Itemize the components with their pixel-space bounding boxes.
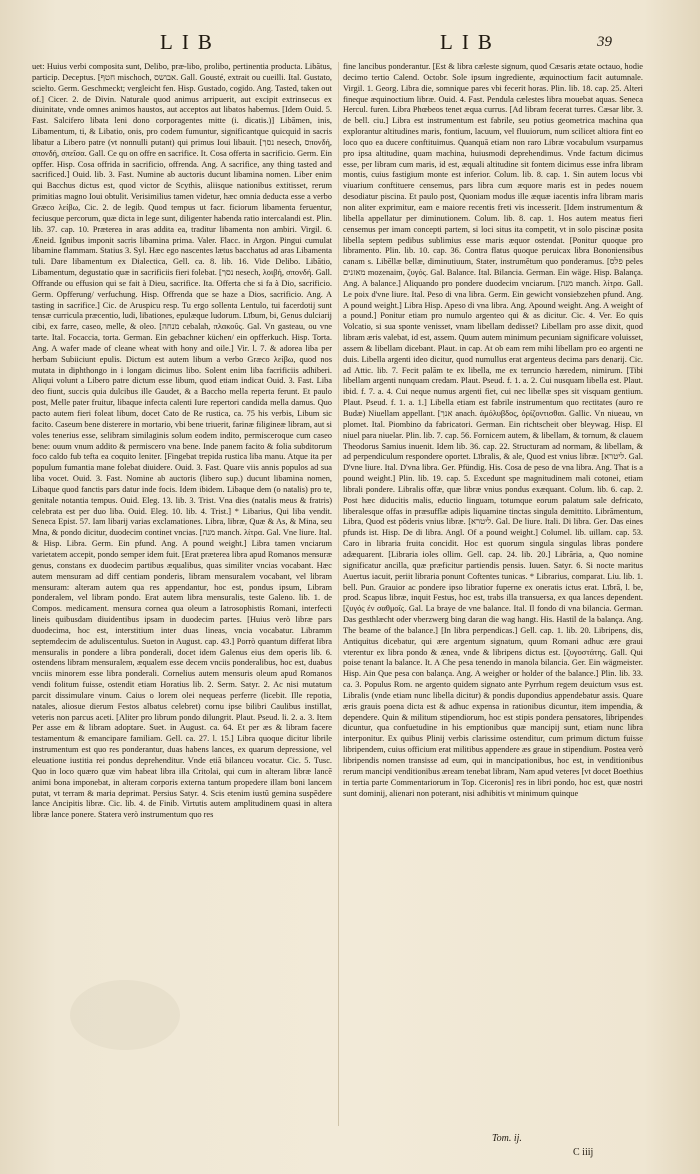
dictionary-column-right bbox=[343, 62, 643, 1126]
signature-mark: C iiij bbox=[573, 1147, 594, 1158]
column-divider bbox=[338, 62, 339, 1126]
column-text-left: uet: Huius verbi composita sunt, Delibo, præ-libo, prolibo, pertinentia producta. Libātus, particip. Deceptus. [חטף mischoch, אבושס. Gall. Gousté, extrait ou cueilli. Ital. Gustato, scielto. Germ. Geschmeckt; vergleicht fen. Hisp. Gustado, cogido. Ang. Tasted, taken out of.] Cicer. 2. de Divin. Naturale quod animus arripuerit, aut excipit extrinsecus ex diuinitate, vnde omnes animos haustos, aut acceptos aut libatos habemus. [Idem Ouid. 5. Fast. Salcifero libata leni dono corporagentes mitte (i. dicatis.)] Libāmen, inis, Libamentum, ti, & Libatio, onis, pro codem fumuntur, significantque quicquid in sacris libatur a Libero patre (vt nonnulli putant) qui primus Ioui libauit. [נסך nesech, סπονδή, σπονδή, σπεῖσα. Gall. Ce qu on offre en sacrifice. It. Cosa offerta in sacrificio. Germ. Ein opffer. Hisp. Cosa offrida in sacrificio, offrenda. Ang. A sacrifice, any thing tasted and sacrificed.] Ouid. lib. 3. Fast. Numine ab auctoris ducunt libamina nomen. Liber enim qui Bacchus dictus est, quod victor de Scythis, aliisque nationibus extitisset, rerum primitias magno Ioui obtulit. Verisimilius tamen videtur, hæc omnia deducta esse a verbo Græco λείβω, Cic. 2. de legib. Quod tempus ut facr. ficiorum libamenta feruentur, feciusque percorum, quæ dicta in lege sunt, diligenter habenda ratio intercalandi est. Plin. lib. 37. cap. 10. Præterea in aras addita ea, traditur libamenta non ambiri. Virgil. 6. Æneid. Ignibus imponit sacris libamina prima. Valer. Flacc. in Argon. Pingui cumulat libamine flammam. Statius 3. Syl. Hæc ego nascentes lætus bacchatus ad aras Libamenta tuli. Dare libamentum ex Dialectica, Gell. ca. 8. lib. 16. Vide Delibo. Libātio, Libamentum, degustatio quæ in sacrificiis fieri folebat. [נסך nesech, λοιβή, σπονδή. Gall. Offrande ou effusion qui se fait à Dieu, sacrifice. Ita. Offerta che si fa à Dio, sacrificio. Germ. Opfferung/ verfuchung. Hisp. Offrenda que se haze a Dios, sacrificio. Ang. A tasting in sacrifice.] Cic. de Aruspicu resp. Tu ergo sollenta Lentulo, tui facerdotij sunt tensæ curricula præcentio, ludi, libationes, epulæque ludorum. Lībum, bi, Genus dulciarij cibi, ex farre, caseo, melle, & oleo. [מנחה cebalah, πλακοῦς. Gal. Vn gasteau, ou vne tarte. Ital. Focaccia, torta. German. Ein gebachner küchen/ ein opfferkuch. Hisp. Torta. Ang. A wafer made of cleane wheat with hony and oile.] Vir. l. 7. & adorea liba per herbam Subiiciunt epulis. Dictum est autem libum a verbo Græco λείβω, quod nos mutata in diphthongo in i longam dicimus libo. Solent enim liba facrificiis adhiberi. Aliqui volunt a Libero patre dictum esse libum, quod etiam indicat Ouid. 3. Fast. Liba deo fiunt, succis quia dulcibus ille Gaudet, & a Baccho mella reperta ferunt. Et paulo post, Melle pater fruitur, libaque infecta calenti Iure repertori candida mella damus. Quo pacto autem fieri foleat libum, docet Cato de Re rustica, ca. 75 his verbis, Libum sic facito. Caseum bene disterere in mortario, vbi bene triuerit, farinæ filigineæ libram, aut si voles tenerius esse, selibram similaginis solum eodem indito, permisceroque cum caseo bene: ouum vnum addito & permiscero vna bene. Inde panem facito & folia subditorum foco caldo fub tefta ea coquito leniter. [Fingebat trepida rustica liba manu. Atque ita per populum fumantia mane folebat diuidere. Ouid. 3. Fast. Quare viis annis populos ad sua liba vocet. Ouid. 3. Fast. Nomine ab auctoris (libero sup.) ducunt libamina nomen, Libaque quod fanctis pars datur inde focis. Idem ibidem. Libaque dem (o natalis) pro te, genitale notantia tempus. Ouid. Eleg. 13. lib. 3. Trist. Vna dies (natalis meus & fratris) celebrata est per duo liba. Ouid. Eleg. 10. lib. 4. Trist.] * Libarius, Qui liba vendit. Seneca Epist. 57. Iam libarij varias exclamationes. Libra, libræ, Quæ & As, & Mina, seu Mna, & pondo dicitur, duodecim continet vncias. [מנה manch. λίτρα. Gal. Vne liure. Ital. & Hisp. Libra. Germ. Ein pfund. Ang. A pound weight.] Libra tamen vnciarum varietatem accepit, pondo semper idem fuit. [Erat præterea libra apud Romanos mensuræ genus, constans ex duodecim partibus æqualibus, quas similiter vncias vocabant. Hæc autem mensuram ad diff centiam ponderis, libram mensuralem vocabant, vel libram mensuram: alteram autem qua res appendantur, hoc est, pondus ipsum, Libram ponderalem, vel libram pondo. Erat autem libra mensuralis, teste Galeno. lib. 1. de Compos. medicament. mensura cornea qua oleum a Iatrosophistis Romani, interfecti lineis quibusdam diuidentibus ipsam in duodecim partes. [Huius verò libræ pars duodecima, hoc est, interstitium inter duas lineas, vncia vocabatur. Libramm septemdecim de aduliscentulus. Sueton in August. cap. 43.] Porrò quantum differat libra mensuralis in pondere a libra ponderali, docet idem Galenus eius dem operis lib. 6. ostendens libram mensuralem, æqualem esse decem vnciis ponderalibus, hoc est, duabus vnciis minorem esse libra ponderali. Cornelius autem mensuris oleum apud Romanos vendi folitum fuisse, ostendit etiam Horatius lib. 2. Serm. Satyr. 2. Ac nisi mutatum parcit dissimulare vinum. Caius o lorem olei nequeas perferre (licebit. Ille repotia, natales, aliosue dierum Festos albatus celebret) cornu ipse bilibri Caulibus instillat, veteris non parcus aceti. [Aliter pro librum pondo dilungrit. Plaut. Pseud. li. 2. a. 3. Item Per asse em & libram adoptare. Suet. in August. ca. 64. Et per æs & libram facere testamentum & emancipare familiam. Gell. ca. 27. l. 15.] Libra quoque dicitur librile instrumentum est quo res ponderantur, duas habens lances, ex quarum depressione, vel eleuatione iustitia rei pondus deprehenditur. Vnde etiā bilanceu vocatur. Cic. 5. Tusc. Quo in loco quæro quæ vim habeat libra illa Critolai, qui cum in alteram libræ lancē animi bona imponebat, in alteram corporis externa tantum propedere illam boni lancem putat, vt terram & maria deprimat. Persius Satyr. 4. Scis etenim iustū gemina suspēdere lance Ancipitis libræ. Cic. lib. 4. de Finib. Virtutis autem amplitudinem quasi in altera libræ lance ponere. Statera verò instrumentum quo res bbox=[32, 62, 332, 820]
running-head-left: LIB bbox=[160, 30, 221, 54]
page-number: 39 bbox=[597, 34, 612, 50]
running-head-right: LIB bbox=[440, 30, 501, 54]
column-text-right: fine lancibus ponderantur. [Est & libra cæleste signum, quod Cæsaris ætate octauo, hodie decimo tertio Calend. Octobr. Sole ipsum ingrediente, æquinoctium facit autumnale. Virgil. 1. Georg. Libra die, somnique pares vbi fecerit horas. Plin. lib. 18. cap. 25. Alteri fineque æquinoctium libræ. Ouid. 4. Fast. Pendula cælestes libra mouebat aquas. Seneca Hercul. furen. Libra Phœbeos tenet æqua currus. [Ad libram fecerat turres. Cæsar libr. 3. de bell. ciu.] Libra est instrumentum est fabrile, seu potius geometrica machina qua explorantur altitudines maris, fontium, lacuum, vel fluuiorum, num scilicet altiora fint eo loco quo ea ducere conftituimus. Quanquā etiam non raro Libræ vocabulum vsurpamus pro ipsa altitudine, quam machina, huiusmodi deprehendimus. Vnde factum dicimus esse, per libram cum maris, id est, æquali altitudine sit fontem dicimus esse infra libram montis, cuius fastigium monte est inferior. Colum. lib. 8. cap. 1. Sin autem locus vbi viuarium conftituere censemus, pars libra cum æquore maris est in pedes nouem desodiatur piscina. Et paulo post, Quoniam modus ille æquæ iacentis infra libram maris non aliter exprimitur, eam e maiore recentis freti vis incesserit. [Idem instrumentum & libella appellatur per diminutionem. Colum. lib. 8. cap. 1. Hos autem meatus fieri censemus per imam concepti partem, si loci situs ita competit, vt in solo piscinæ posita libella septem pedibus sublimius esse maris æquor ostendat. [Ponitur quoque pro libramento. Plin. lib. 10. cap. 36. Contra flatus quoque peruicax libra Bononiensibus canam s. Libēllæ bellæ, diminutiuum, Stater, instrumētum quo ponderamus. [פלס peles מאזנים mozenaim, ζυγός. Gal. Balance. Ital. Bilancia. German. Ein wäge. Hisp. Balança. Ang. A balance.] Aliquando pro pondere duodecim vnciarum. [מנה manch. λίτρα. Gall. Le poix d'vne liure. Ital. Peso di vna libra. Germ. Ein gewicht vonsiebzehen pfund. Ang. A pound weight.] Libra Hisp. Apeso di vna libra. Ang. Apound weight. Ang. A weight of a pound.] Ponitur etiam pro numulo argenteo qui & as dicitur. Cic. 4. Ver. Eo quis Volcatio, si sua sponte venisset, vnam libellam dedisset? Libellam pro asse dixit, quod libram æris valebat, id est, assem. Quum autem minimum pecuniam significare voluisset, assem & libellam dicebant. Plaut. in cap. At ob eam rem mihi libellam pro eo argenti ne duis. Libella argenti ideo dicitur, quod numullus erat argenteus decima pars denarij. Cic. ad Attic. lib. 7. Fecit palām te ex libella, me ex terruncio hæredem, nimirum. [Tibi libellam argenti nunquam credam. Plaut. Pseud. f. 1. a. 2. Cui nusquam libella est. Plaut. ibid. f. 7. a. 4. Cui neque numus argenti fiet, cui nec libellæ spes sit visquam gentium. Plaut. Pseud. f. 1. a. 1.] Libella etiam est fabrile instrumentum quo rectitates (auro re Budæ) Niuellam appellant. [אנך anach. ἀμόλυβδος, ὁρίζοντισθαι. Gallic. Vn niueau, vn plomet. Ital. Piombino da fabricatori. German. Ein richtscheit ober bleywag. Hisp. El niuel para niuelar. Plin. lib. 7. cap. 56. Fornicem autem, & libellam, & tornum, & clauem Theodorus Samius inuenit. Idem lib. 36. cap. 22. Structuram ad normam, & libellam, & ad perpendiculum respondere oportet. Lībralis, & ale, Quod est vnius libræ. [ליטרא. Gal. D'vne liure. Ital. D'vna libra. Ger. Pfündig. His. Cosa de peso de vna libra. Ang. That is a pound weight.] Plin. lib. 19. cap. 5. Excedunt spe magnitudinem mali cotonei, etiam librali pondere. Libralis offæ, quæ libræ vnius pondus exæquant. Colum. lib. 6. cap. 2. Post hæc diducitis malis, eductio linguam, totumque eorum palatum sale defricato, liberalesque offas in præsufflæ adipis liquamine tinctas singula demittito. Librāmentum, Libra, Quod est pōderis vnius libræ. [ליטרא. Gal. De liure. Itali. Di libra. Ger. Das eines pfunds ist. Hisp. De di libra. Angl. Of a pound weight.] Columel. lib. uillam. cap. 53. Caro in libraria fruita concidit. Hoc est quorum singula singulas libras pondere adæquarent. [Libraria ioles ollim. Gell. cap. 24. lib. 20.] Librāria, a, Quo nomine significatur ancilla, quæ præficitur partiendis pensis. Iuuen. Satyr. 6. Si nocte maritus Auertus iacuit, periit libraria ponunt Coftentes tunicas. * Librarius, comparat. Liu. lib. 1. bell. Pun. Grauior ac pondere ipso libratior fuperne ex oneratis ictus erat. Lībrā, l. be, prod. Scapus libræ, inquit Festus, hoc est, trabs illa transuersa, ex qua lances dependent. [ζυγός ἐν σαθμοῖς. Gal. La braye de vne balance. Ital. Il fondo di vna bilancia. German. Das gesthlæcht oder vberzwerg bing daran die wag hangt. His. Hastil de la balança. Ang. The beame of the balance.] [In libra perpendicas.] Gell. cap. 1. lib. 20. Libripens, dis, Antiquitus dicebatur, qui ære argentum signatum, quum Romani adhuc ære graui vterentur ex libra pondo & ænea, vnde & libripens dictus est. [ζυγοστάτης. Gall. Qui poise tenant la balance. It. A Che pesa tenendo in manola bilancia. Ger. Ein wägmeister. Hisp. Ain Que pesa con balança. Ang. A weigher or holder of the balance.] Plin. lib. 33. ca. 3. Populus Rom. ne argento quidem signato ante Pyrrhum regem deuictum vsus est. Libralis (vnde etiam nunc libella dicitur) & pondis dupondius appendebatur assis. Quare æris grauis poena dicta est & adhuc expensa in rationibus dicuntur, item impendia, & dependere. Quin & militum stipendiorum, hoc est stipis pondera pensatores, libripendes dicuntur, qua confuetudine in his emptionibus quæ mancipij sunt, etiam nunc libra interponitur. Ex quibus Plinij verbis clarissime ostenditur, cum primum dictum fuisse libripendem, cuius officium erat militibus appendere æs graue in stipendium. Postea verò libripendis nomen transisse ad eum, qui in mancipationibus, hoc est, in venditionibus rerum mancipi venditionibus æream tenebat libram, Nam apud veteres [vt docet Boethius in tertia parte Commentariorum in Top. Ciceronis] res in libri pondo, hoc est, quæ nostri sunt dominij, alienari non poterant, nisi adhibitis vt minimum quinque bbox=[343, 62, 643, 798]
dictionary-column-left bbox=[32, 62, 332, 1126]
volume-signature: Tom. ij. bbox=[492, 1133, 522, 1144]
